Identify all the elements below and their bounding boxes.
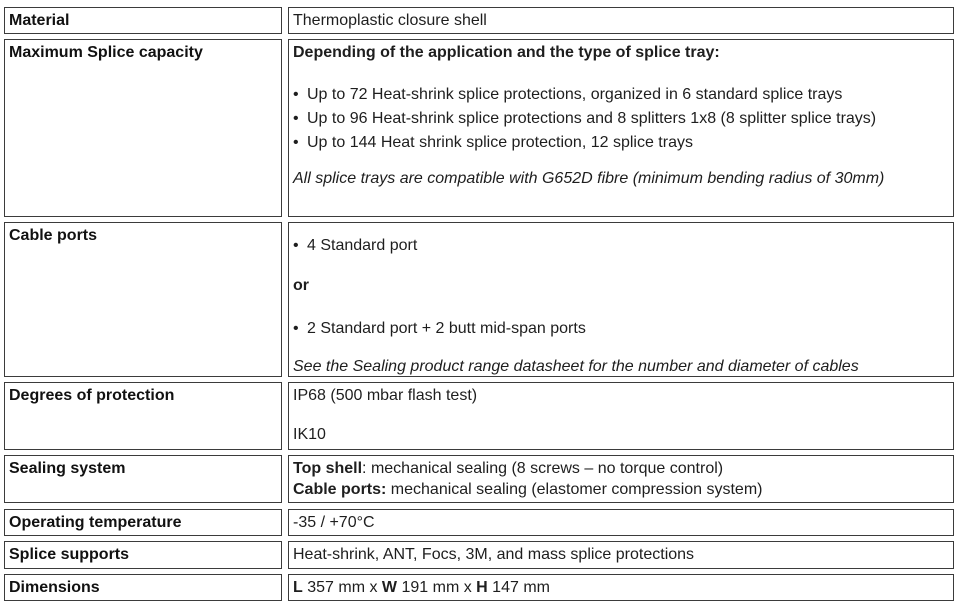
sealing-ports-text: mechanical sealing (elastomer compression system): [386, 481, 763, 498]
row-splice-capacity: [4, 39, 954, 217]
row-sealing: [4, 455, 954, 503]
label-sealing: Sealing system: [4, 455, 282, 503]
dimension-w-value: 191 mm x: [397, 579, 477, 596]
dimension-w-key: W: [381, 579, 398, 596]
value-splice-capacity: [288, 39, 954, 217]
row-material: [4, 7, 954, 34]
value-temperature: -35 / +70°C: [288, 509, 954, 536]
row-temperature: [4, 509, 954, 536]
label-splice-capacity: Maximum Splice capacity: [4, 39, 282, 217]
cable-ports-or: or: [293, 277, 309, 294]
row-dimensions: [4, 574, 954, 601]
sealing-ports-term: Cable ports:: [293, 481, 387, 498]
value-splice-supports: Heat-shrink, ANT, Focs, 3M, and mass splice protections: [288, 541, 954, 569]
splice-capacity-bullet: • Up to 144 Heat shrink splice protection, 12 splice trays: [293, 132, 949, 156]
label-cable-ports: Cable ports: [4, 222, 282, 377]
protection-ip: IP68 (500 mbar flash test): [293, 387, 478, 404]
dimension-l-value: 357 mm x: [302, 579, 382, 596]
splice-capacity-heading: Depending of the application and the type of splice tray:: [293, 44, 720, 61]
cable-ports-option: • 2 Standard port + 2 butt mid-span ports: [293, 318, 949, 339]
value-cable-ports: [288, 222, 954, 377]
splice-capacity-bullet: • Up to 72 Heat-shrink splice protections, organized in 6 standard splice trays: [293, 84, 949, 108]
cable-ports-note: See the Sealing product range datasheet for the number and diameter of cables: [293, 358, 859, 375]
dimension-h-key: H: [476, 579, 488, 596]
sealing-top-term: Top shell: [293, 460, 363, 477]
protection-ik: IK10: [293, 426, 326, 443]
row-splice-supports: [4, 541, 954, 569]
value-protection: [288, 382, 954, 450]
label-material: Material: [4, 7, 282, 34]
sealing-top-text: : mechanical sealing (8 screws – no torque control): [362, 460, 724, 477]
dimension-l-key: L: [293, 579, 303, 596]
splice-capacity-note: All splice trays are compatible with G652D fibre (minimum bending radius of 30mm): [293, 170, 885, 187]
row-cable-ports: [4, 222, 954, 377]
dimension-h-value: 147 mm: [487, 579, 550, 596]
label-protection: Degrees of protection: [4, 382, 282, 450]
label-dimensions: Dimensions: [4, 574, 282, 601]
cable-ports-option: • 4 Standard port: [293, 235, 949, 256]
value-material: Thermoplastic closure shell: [288, 7, 954, 34]
label-temperature: Operating temperature: [4, 509, 282, 536]
row-protection: [4, 382, 954, 450]
label-splice-supports: Splice supports: [4, 541, 282, 569]
value-dimensions: [288, 574, 954, 601]
sealing-ports-line: [293, 479, 949, 500]
splice-capacity-bullet: • Up to 96 Heat-shrink splice protections and 8 splitters 1x8 (8 splitter splice trays): [293, 108, 949, 132]
value-sealing: [288, 455, 954, 503]
sealing-top-line: [293, 458, 949, 479]
